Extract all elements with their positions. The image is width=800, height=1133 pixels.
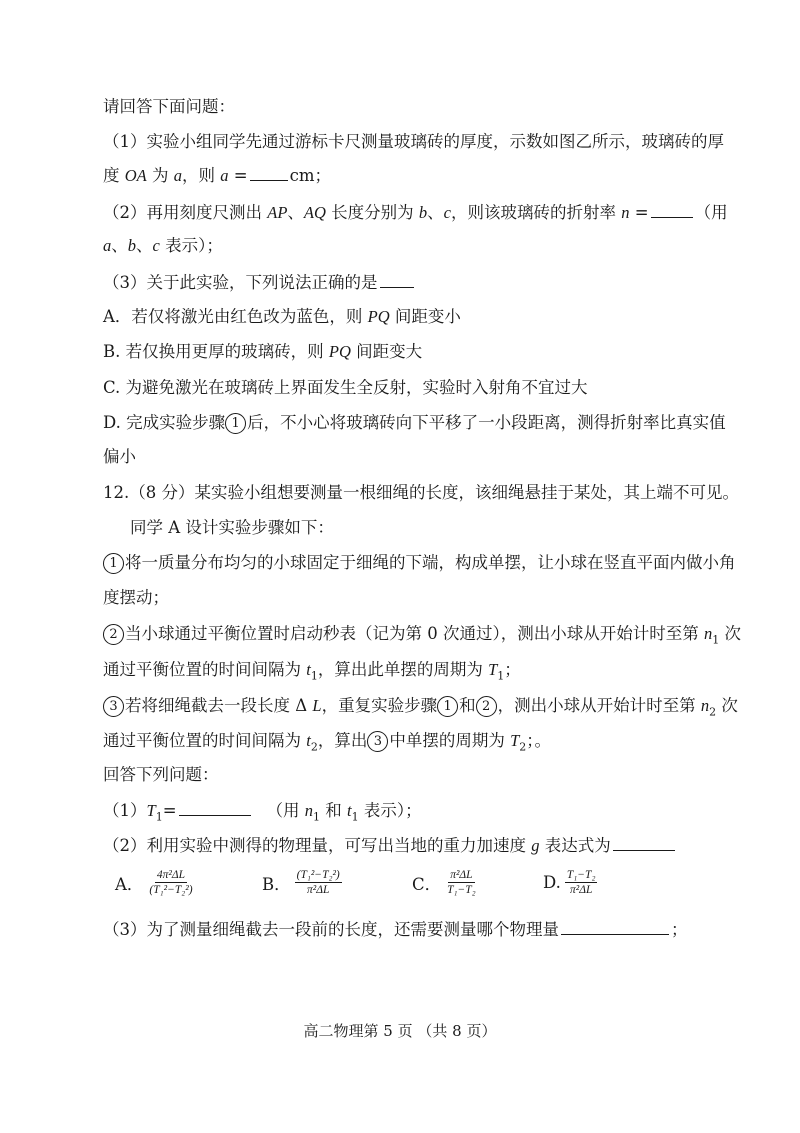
- text: 度: [103, 166, 125, 185]
- text: C. 为避免激光在玻璃砖上界面发生全反射，实验时入射角不宜过大: [103, 378, 588, 397]
- var-a: a: [173, 166, 182, 185]
- text: （3）关于此实验，下列说法正确的是: [103, 273, 378, 292]
- text: ；: [671, 920, 688, 939]
- text: 同学 A 设计实验步骤如下：: [130, 518, 334, 537]
- text: 为: [146, 166, 174, 185]
- answer-2: [103, 834, 677, 857]
- text: 表示）；: [159, 236, 223, 255]
- line-intro: [103, 96, 235, 118]
- var-oa: OA: [124, 166, 147, 185]
- var-c: c: [152, 236, 160, 255]
- answer-blank[interactable]: [561, 918, 669, 935]
- text: 次: [719, 624, 741, 643]
- answer-blank[interactable]: [250, 164, 288, 181]
- var-ap: AP: [267, 203, 288, 222]
- option-c: [103, 377, 588, 399]
- text: （用: [694, 203, 728, 222]
- step2-line-b: [103, 659, 521, 687]
- var-n: n: [304, 801, 314, 820]
- var-pq: PQ: [367, 307, 390, 326]
- subscript: 2: [709, 705, 717, 719]
- text: 通过平衡位置的时间间隔为: [103, 660, 307, 679]
- q1-line-b: [103, 164, 331, 187]
- text: ，算出: [317, 731, 368, 750]
- text: 中单摆的周期为: [389, 731, 511, 750]
- text: ，则: [182, 166, 221, 185]
- numerator: 4π²ΔL: [156, 869, 186, 881]
- answer-blank[interactable]: [651, 201, 693, 218]
- text: 回答下列问题：: [103, 765, 219, 784]
- answer-blank[interactable]: [380, 271, 414, 288]
- circled-number: 2: [103, 624, 124, 645]
- fraction: [565, 868, 598, 897]
- text: 和: [459, 696, 476, 715]
- text: 表示）；: [358, 801, 422, 820]
- text: =: [629, 203, 649, 222]
- steps-intro: [130, 517, 334, 539]
- text: 后，不小心将玻璃砖向下平移了一小段距离，测得折射率比真实值: [247, 413, 726, 432]
- subscript: 1: [712, 633, 720, 647]
- circled-number: 3: [103, 696, 124, 717]
- text: 将一质量分布均匀的小球固定于细绳的下端，构成单摆，让小球在竖直平面内做小角: [125, 553, 736, 572]
- formula-option-a[interactable]: [115, 868, 195, 897]
- circled-number: 1: [437, 696, 458, 717]
- denominator: (T₁²−T₂²): [149, 884, 193, 896]
- circled-number: 1: [103, 553, 124, 574]
- text: 若将细绳截去一段长度 Δ: [125, 696, 313, 715]
- text: =: [162, 801, 177, 820]
- var-g: g: [531, 836, 540, 855]
- text: （1）实验小组同学先通过游标卡尺测量玻璃砖的厚度，示数如图乙所示，玻璃砖的厚: [103, 132, 724, 151]
- answer-blank[interactable]: [613, 834, 675, 851]
- subscript: 1: [497, 669, 505, 683]
- option-label: A．: [115, 874, 144, 894]
- q1-line-a: [103, 131, 724, 153]
- text: ，测出小球从开始计时至第: [497, 696, 701, 715]
- option-label: D.: [543, 873, 561, 892]
- step1-line-a: [103, 552, 736, 574]
- var-a: a: [220, 166, 229, 185]
- text: 请回答下面问题：: [103, 97, 235, 116]
- text: 、: [427, 203, 444, 222]
- fraction: [445, 868, 478, 897]
- text: 12.（8 分）某实验小组想要测量一根细绳的长度，该细绳悬挂于某处，其上端不可见。: [103, 483, 739, 502]
- var-b: b: [418, 203, 428, 222]
- text: 长度分别为: [325, 203, 419, 222]
- page-footer: 高二物理第 5 页 （共 8 页）: [303, 1022, 497, 1040]
- answer-intro: [103, 764, 219, 786]
- text: B. 若仅换用更厚的玻璃砖，则: [103, 342, 329, 361]
- var-aq: AQ: [303, 203, 326, 222]
- q12-title: [103, 482, 739, 504]
- var-n: n: [703, 624, 713, 643]
- q3-line: [103, 271, 416, 294]
- step2-line-a: [103, 623, 741, 651]
- var-n: n: [700, 696, 710, 715]
- text: 、: [136, 236, 153, 255]
- formula-option-c[interactable]: [412, 868, 478, 897]
- answer-blank[interactable]: [179, 799, 251, 816]
- text: ，算出此单摆的周期为: [317, 660, 489, 679]
- text: 、: [287, 203, 304, 222]
- numerator: (T₁²−T₂²): [296, 869, 340, 881]
- text: 间距变大: [350, 342, 423, 361]
- text: A．若仅将激光由红色改为蓝色，则: [103, 307, 368, 326]
- text: 间距变小: [389, 307, 461, 326]
- text: （2）利用实验中测得的物理量，可写出当地的重力加速度: [103, 836, 532, 855]
- subscript: 1: [155, 810, 163, 824]
- text: ，重复实验步骤: [321, 696, 438, 715]
- option-b: [103, 341, 422, 363]
- text: D. 完成实验步骤: [103, 413, 226, 432]
- var-b: b: [127, 236, 136, 255]
- numerator: π²ΔL: [450, 869, 473, 881]
- text: cm；: [289, 166, 331, 185]
- text: ；。: [526, 731, 552, 750]
- formula-option-b[interactable]: [262, 868, 342, 897]
- text: ，则该玻璃砖的折射率: [451, 203, 622, 222]
- subscript: 1: [351, 810, 359, 824]
- subscript: 2: [310, 740, 318, 754]
- var-t: t: [306, 731, 311, 750]
- text: 表达式为: [539, 836, 611, 855]
- subscript: 1: [310, 669, 318, 683]
- var-c: c: [443, 203, 451, 222]
- circled-number: 1: [225, 413, 246, 434]
- option-d-line-b: [103, 446, 136, 468]
- text: 通过平衡位置的时间间隔为: [103, 731, 307, 750]
- step3-line-a: [103, 695, 738, 723]
- formula-option-d[interactable]: [543, 868, 597, 897]
- text: ；: [504, 660, 521, 679]
- fraction: [295, 868, 342, 897]
- circled-number: 2: [476, 696, 497, 717]
- answer-1: [103, 799, 422, 828]
- option-label: C．: [412, 874, 442, 894]
- text: （用: [266, 801, 305, 820]
- var-t: t: [347, 801, 352, 820]
- text: 和: [320, 801, 348, 820]
- text: （3）为了测量细绳截去一段前的长度，还需要测量哪个物理量: [103, 920, 559, 939]
- text: 偏小: [103, 447, 136, 466]
- var-T: T: [488, 660, 498, 679]
- text: 次: [716, 696, 738, 715]
- text: （2）再用刻度尺测出: [103, 203, 268, 222]
- step3-line-b: [103, 730, 551, 758]
- option-d-line-a: [103, 412, 726, 434]
- q2-line-a: [103, 201, 728, 224]
- text: 度摆动；: [103, 588, 169, 607]
- text: 、: [111, 236, 128, 255]
- fraction: [147, 868, 194, 897]
- denominator: T₁−T₂: [447, 884, 476, 896]
- option-a: [103, 306, 461, 328]
- text: 当小球通过平衡位置时启动秒表（记为第 0 次通过），测出小球从开始计时至第: [125, 624, 704, 643]
- var-L: L: [312, 696, 322, 715]
- denominator: π²ΔL: [307, 884, 330, 896]
- q2-line-b: [103, 235, 223, 257]
- var-a: a: [103, 236, 112, 255]
- circled-number: 3: [367, 731, 388, 752]
- var-n: n: [621, 203, 630, 222]
- text: （1）: [103, 801, 147, 820]
- numerator: T₁−T₂: [566, 869, 596, 881]
- var-T: T: [146, 801, 156, 820]
- var-T: T: [510, 731, 520, 750]
- subscript: 1: [313, 810, 321, 824]
- var-t: t: [306, 660, 311, 679]
- step1-line-b: [103, 587, 169, 609]
- var-pq: PQ: [328, 342, 351, 361]
- text: =: [228, 166, 248, 185]
- answer-3: [103, 918, 688, 941]
- option-label: B．: [262, 874, 291, 894]
- subscript: 2: [519, 740, 527, 754]
- denominator: π²ΔL: [569, 884, 593, 896]
